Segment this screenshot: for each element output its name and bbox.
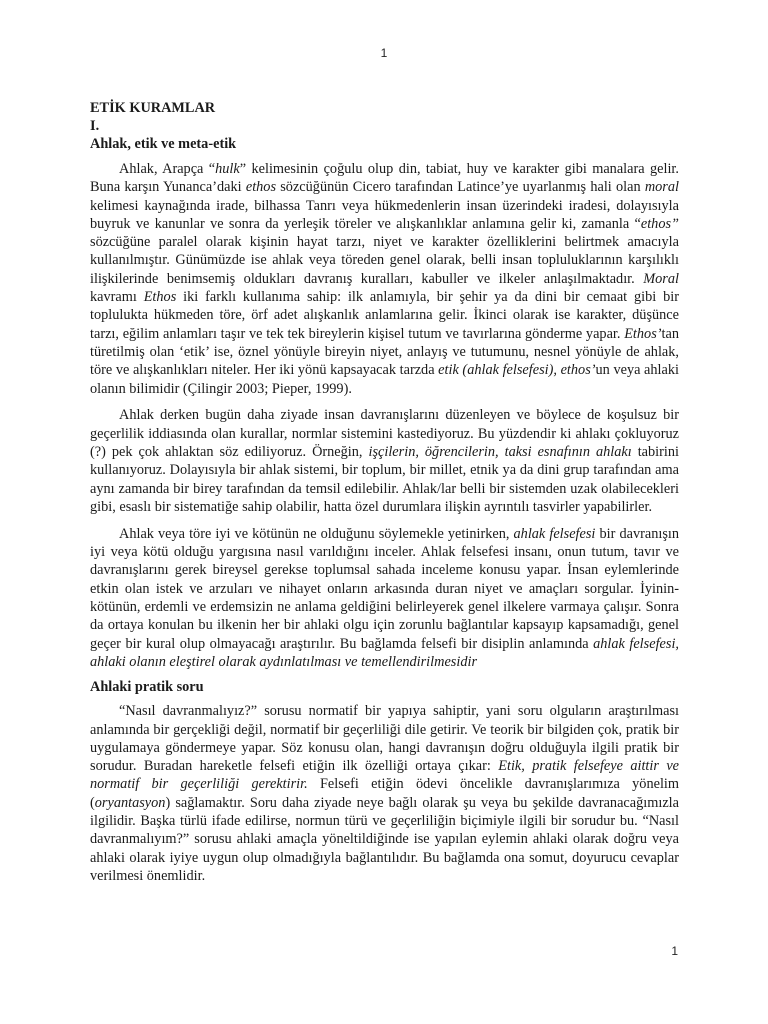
italic-text-run: ethos <box>245 179 277 196</box>
text-run: iki farklı kullanıma sahip: ilk anlamıyla, bir şehir ya da dini bir cemaat gibi bir toplulukta hükmeden töre, örf adet alışkanlık anlamlarına gelir. İkinci olarak ise karakter, düşünce tarzı, eğilim anlamları taşır ve tek tek bireylerin kişisel tutum ve tavırlarına gönderme yapar. <box>90 289 679 342</box>
text-run: “Nasıl davranmalıyız?” sorusu normatif bir yapıya sahiptir, yani soru olguların araştırılması anlamında bir gerçekliği değil, normatif bir geçerliliği dile getirir. Ve teorik bir bilgiden çok, pratik bir uygulamaya göndermeye yapar. Söz konusu olan, hangi davranışın doğru olduğuyla ilgili pratik bir sorudur. Buradan hareketle felsefi etiğin ilk özelliği ortaya çıkar: <box>90 703 679 775</box>
paragraph-1 <box>90 160 679 398</box>
paragraph-3 <box>90 525 679 671</box>
text-run: ) sağlamaktır. Soru daha ziyade neye bağlı olarak şu veya bu şekilde davranacağımızla ilgilidir. Başka türlü ifade edilirse, normun türü ve geçerliliğin biçimiyle ilgili bir sorudur bu. “Nasıl davranmalıyım?” sorusu ahlaki amaçla yöneltildiğinde ise yapılan eylemin ahlaki olarak doğru veya ahlaki olarak iyiye uygun olup olmadığıyla bağlantılıdır. Bu bağlamda ona somut, doyurucu cevaplar verilmesi önemlidir. <box>90 794 679 884</box>
text-run: Felsefi etiğin ödevi öncelikle davranışlarımıza yönelim ( <box>90 776 680 811</box>
text-run: Ahlak derken bugün daha ziyade insan davranışlarını düzenleyen ve böylece de koşulsuz bir geçerlilik iddiasında olan kurallar, normlar sistemini kastediyoruz. Bu yüzdendir ki ahlakı çokluyoruz (?) pek çok ahlaktan söz ediliyoruz. Örneğin, <box>90 407 679 461</box>
document-title: ETİK KURAMLAR <box>90 100 216 116</box>
text-run: tan türetilmiş olan ‘etik’ ise, öznel yönüyle bireyin niyet, anlayış ve tutumunu, nesnel yönüyle de ahlak, töre ve alışkanlıkları niteler. Her iki yönü kapsayacak tarzda <box>90 325 679 379</box>
italic-text-run: Etik, pratik felsefeye aittir ve normatif bir geçerliliği gerektirir. <box>90 758 680 793</box>
italic-text-run: Ethos <box>143 289 177 306</box>
italic-text-run: etik (ahlak felsefesi), ethos’ <box>438 362 596 379</box>
text-run: kelimesi kaynağında irade, bilhassa Tanrı veya hükmedenlerin insan üzerindeki iradesi, dolayısıyla buyruk ve kanunlar ve sonra da yerleşik töreler ve alışkanlıklar anlamına gelir ki, zamanla “ <box>90 197 679 232</box>
document-body <box>90 99 679 885</box>
page-number-footer: 1 <box>671 944 678 958</box>
text-run: sözcüğünün Cicero tarafından Latince’ye uyarlanmış hali olan <box>276 179 645 196</box>
text-run: bir davranışın iyi veya kötü olduğu yargısına nasıl varıldığını inceler. Ahlak felsefesi insanı, onun tutum, tavır ve davranışlarını gerek bireysel gerekse toplumsal sahada inceleme konusu yapar. İnsan eylemlerinde etkin olan istek ve arzuları ve nihayet onların arkasında duran niyet ve amaçları sorgular. İyinin-kötünün, erdemli ve erdemsizin ne anlama geldiğini belirleyerek genel ilkelere varmaya çalışır. Sonra da ortaya konulan bu ilkenin her bir ahlaki olgu için zorunlu bağlantılar kapsayıp kapsamadığı, genel geçer bir kural olup olmayacağı araştırılır. Bu bağlamda felsefi bir disiplin anlamında <box>90 525 680 652</box>
paragraph-4 <box>90 702 679 885</box>
text-run: ” kelimesinin çoğulu olup din, tabiat, huy ve karakter gibi manalara gelir. Buna karşın Yunanca’daki <box>90 161 679 196</box>
text-run: Ahlak veya töre iyi ve kötünün ne olduğunu söylemekle yetinirken, <box>119 525 514 542</box>
section-number: I. <box>90 118 100 134</box>
italic-text-run: işçilerin, öğrencilerin, taksi esnafının ahlakı <box>368 444 632 461</box>
text-run: sözcüğüne paralel olarak kişinin hayat tarzı, niyet ve karakter özelliklerini belirtmek amacıyla kullanılmıştır. Günümüzde ise ahlak veya töreden genel olarak, belli insan topluluklarının karşılıklı ilişkilerinde benimsemiş oldukları davranış kuralları, kabuller ve ilkeler anlaşılmaktadır. <box>90 234 679 287</box>
italic-text-run: Moral <box>643 270 679 287</box>
italic-text-run: Ethos’ <box>624 325 662 342</box>
text-run: kavramı <box>90 289 144 306</box>
italic-text-run: oryantasyon <box>94 794 166 811</box>
text-run: tabirini kullanıyoruz. Dolayısıyla bir ahlak sistemi, bir toplum, bir millet, etnik ya da dini grup tarafından ama aynı zamanda bir birey tarafından da temsil edilebilir. Ahlak/lar belli bir sistemden uzak olabilecekleri gibi, esaslı bir sistematiğe sahip olabilir, hatta özel durumlara ilişkin ayrıntılı tasvirler yapabilirler. <box>90 444 679 515</box>
subheading-ahlaki-pratik-soru: Ahlaki pratik soru <box>90 679 204 696</box>
text-run: Ahlak, Arapça “ <box>119 161 216 177</box>
text-run: un veya ahlaki olanın bilimidir (Çilingir 2003; Pieper, 1999). <box>90 362 679 397</box>
italic-text-run: hulk <box>215 161 240 177</box>
italic-text-run: ahlak felsefesi, ahlaki olanın eleştirel olarak aydınlatılması ve temellendirilmesidir <box>90 635 679 670</box>
page-number-header: 1 <box>380 46 388 60</box>
italic-text-run: ahlak felsefesi <box>513 525 596 542</box>
italic-text-run: ethos” <box>640 215 679 232</box>
italic-text-run: moral <box>644 179 679 196</box>
section-heading: Ahlak, etik ve meta-etik <box>90 136 237 152</box>
paragraph-2 <box>90 406 679 516</box>
